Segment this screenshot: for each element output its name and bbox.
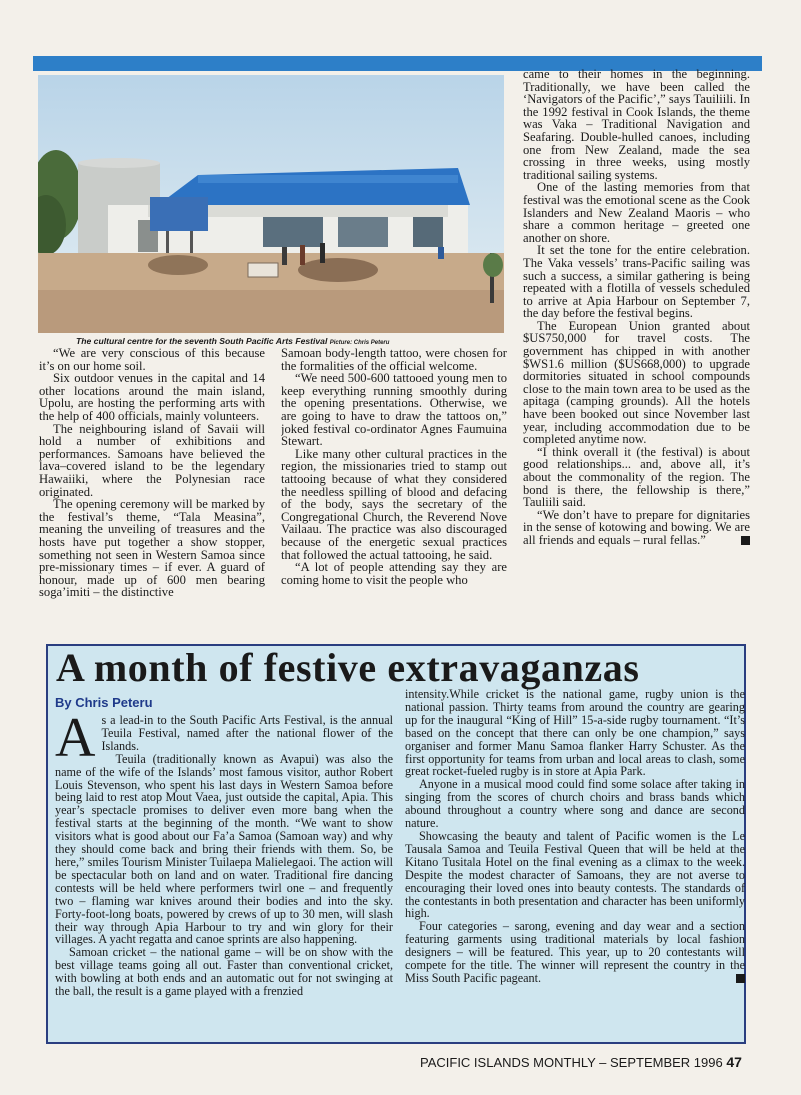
paragraph: came to their homes in the beginning. Traditionally, we have been called the ‘Navigators of the Pacific’,” says Tauiliili. In the 1992 festival in Cook Islands, the theme was Vaka – Traditional Navigation and Seafaring. Double-hulled canoes, including one from New Zealand, made the sea crossing in three weeks, using mostly traditional sailing systems. bbox=[523, 68, 750, 182]
paragraph: Like many other cultural practices in the region, the missionaries tried to stamp out tattooing because of what they considered the needless spilling of blood and defacing of the body, says the secretary of the Congregational Church, the Reverend Nove Vailaau. The practice was also discouraged because of the energetic sexual practices that followed the actual tattooing, he said. bbox=[281, 446, 507, 562]
lead-paragraph bbox=[55, 714, 393, 769]
paragraph: The opening ceremony will be marked by the festival’s theme, “Tala Measina”, meaning the unveiling of treasures and the hosts have put together a show stopper, something not seen in Western Samoa since pre-missionary times – if ever. A guard of honour, made up of 600 men bearing soga’imiti – the distinctive bbox=[39, 497, 265, 600]
paragraph: Showcasing the beauty and talent of Pacific women is the Le Tausala Samoa and Teuila Festival Queen that will be held at the Kitano Tusitala Hotel on the final evening as a climax to the week. Despite the modest character of Samoans, they are not averse to encouraging their loved ones into beauty contests. The standards of the contestants in both presentation and character has been uniformly high. bbox=[405, 828, 745, 921]
paragraph: Six outdoor venues in the capital and 14 other locations around the main island, Upolu, are hosting the performing arts with the help of 400 officials, mainly volunteers. bbox=[39, 371, 265, 423]
paragraph: The European Union granted about $US750,000 for travel costs. The government has chipped in with another $WS1.6 million ($US668,000) to upgrade dormitories situated in school compounds close to the main town area to be used as the apitaga (camping grounds). All the hotels have been booked out since November last year, including accommodation due to be completed anytime now. bbox=[523, 318, 750, 447]
sidebar-column-2 bbox=[405, 688, 745, 1038]
article-column-2 bbox=[281, 347, 507, 644]
publication-line: PACIFIC ISLANDS MONTHLY – SEPTEMBER 1996 bbox=[420, 1055, 723, 1070]
caption-text: The cultural centre for the seventh South Pacific Arts Festival bbox=[76, 336, 328, 346]
end-of-article-mark bbox=[741, 536, 750, 545]
sidebar-headline: A month of festive extravaganzas bbox=[56, 645, 640, 690]
paragraph: Anyone in a musical mood could find some solace after taking in singing from the scores of church choirs and brass bands which abound throughout a country where song and dance are second nature. bbox=[405, 777, 745, 831]
paragraph: One of the lasting memories from that festival was the emotional scene as the Cook Islanders and New Zealand Maoris – who share a common heritage – greeted one another on shore. bbox=[523, 180, 750, 245]
paragraph: “We need 500-600 tattooed young men to keep everything running smoothly during the opening presentations. Otherwise, we are going to have to draw the tattoos on,” joked festival co-ordinator Agnes Faumuina Stewart. bbox=[281, 371, 507, 449]
paragraph-last bbox=[523, 509, 750, 547]
paragraph: The neighbouring island of Savaii will hold a number of exhibitions and performances. Samoans have believed the lava–covered island to be the legendary Hawaiiki, where the Polynesian race originated. bbox=[39, 421, 265, 499]
paragraph: “A lot of people attending say they are coming home to visit the people who bbox=[281, 560, 507, 587]
paragraph: It set the tone for the entire celebration. The Vaka vessels’ trans-Pacific sailing was such a success, a similar gathering is being repeated with a flotilla of vessels scheduled to arrive at Apia Harbour on September 7, the day before the festival begins. bbox=[523, 243, 750, 321]
page-number: 47 bbox=[726, 1054, 742, 1070]
drop-cap: A bbox=[55, 714, 96, 769]
end-of-sidebar-mark bbox=[736, 974, 745, 983]
paragraph: Samoan cricket – the national game – will be on show with the best village teams going all out. Faster than conventional cricket, with bowling at both ends and an automatic out for not swinging at the ball, the result is a game played with a frenzied bbox=[55, 945, 393, 999]
sidebar-box bbox=[46, 644, 746, 1044]
sidebar-column-1 bbox=[55, 714, 393, 1044]
lead-text: s a lead-in to the South Pacific Arts Festival, is the annual Teuila Festival, named after the national flower of the Islands. bbox=[101, 714, 393, 753]
paragraph: “I think overall it (the festival) is about good relationships... and, above all, it’s about the commonality of the region. The bond is there, the fellowship is there,” Tauliili said. bbox=[523, 444, 750, 510]
paragraph-text: Four categories – sarong, evening and day wear and a section featuring garments using traditional materials by local fashion designers – will be featured. This year, up to 20 contestants will compete for the title. The winner will represent the country in the Miss South Pacific pageant. bbox=[405, 919, 745, 985]
caption-credit: Picture: Chris Peteru bbox=[329, 340, 390, 346]
paragraph-text: “We don’t have to prepare for dignitaries in the sense of kotowing and bowing. We are all friends and equals – rural fellas.” bbox=[523, 507, 750, 547]
paragraph: “We are very conscious of this because it’s on our home soil. bbox=[39, 347, 265, 373]
cultural-centre-photo bbox=[38, 75, 504, 333]
paragraph: intensity.While cricket is the national game, rugby union is the national passion. Thirty teams from around the country are gearing up for the inaugural “King of Hill” 15-a-side rugby tournament. “It’s based on the concept that there can only be one champion,” says organiser and former Manu Samoa flanker Harry Schuster. As the first opportunity for teams from urban and local areas to clash, some great rocket-fueled rugby is in store at Apia Park. bbox=[405, 688, 745, 779]
paragraph: Samoan body-length tattoo, were chosen for the formalities of the official welcome. bbox=[281, 347, 507, 373]
page-footer bbox=[420, 1054, 745, 1070]
article-column-3 bbox=[523, 68, 750, 638]
paragraph-last bbox=[405, 920, 745, 985]
article-column-1 bbox=[39, 347, 265, 644]
photo-caption bbox=[76, 336, 536, 346]
paragraph: Teuila (traditionally known as Avapui) was also the name of the wife of the Islands’ most famous visitor, author Robert Louis Stevenson, who spent his last days in Western Samoa before being laid to rest atop Mout Vaea, just outside the capital, Apia. This year’s spectacle promises to deliver even more bang when the festival starts at the beginning of the month. “We want to show visitors what is good about our Fa’a Samoa (Samoan way) and why they should come back and bring their friends with them. So, be here,” smiles Tourism Minister Tuilaepa Malielegaoi. The action will be spectacular both on land and on water. Traditional fire dancing contests will be held where performers twirl one – and frequently two – flaming war knives around their bodies and into the sky. Forty-foot-long boats, powered by crews of up to 30 men, will slash their way through Apia Harbour to try and win glory for their villages. A yacht regatta and canoe sprints are also happening. bbox=[55, 751, 393, 947]
byline: By Chris Peteru bbox=[55, 695, 153, 710]
